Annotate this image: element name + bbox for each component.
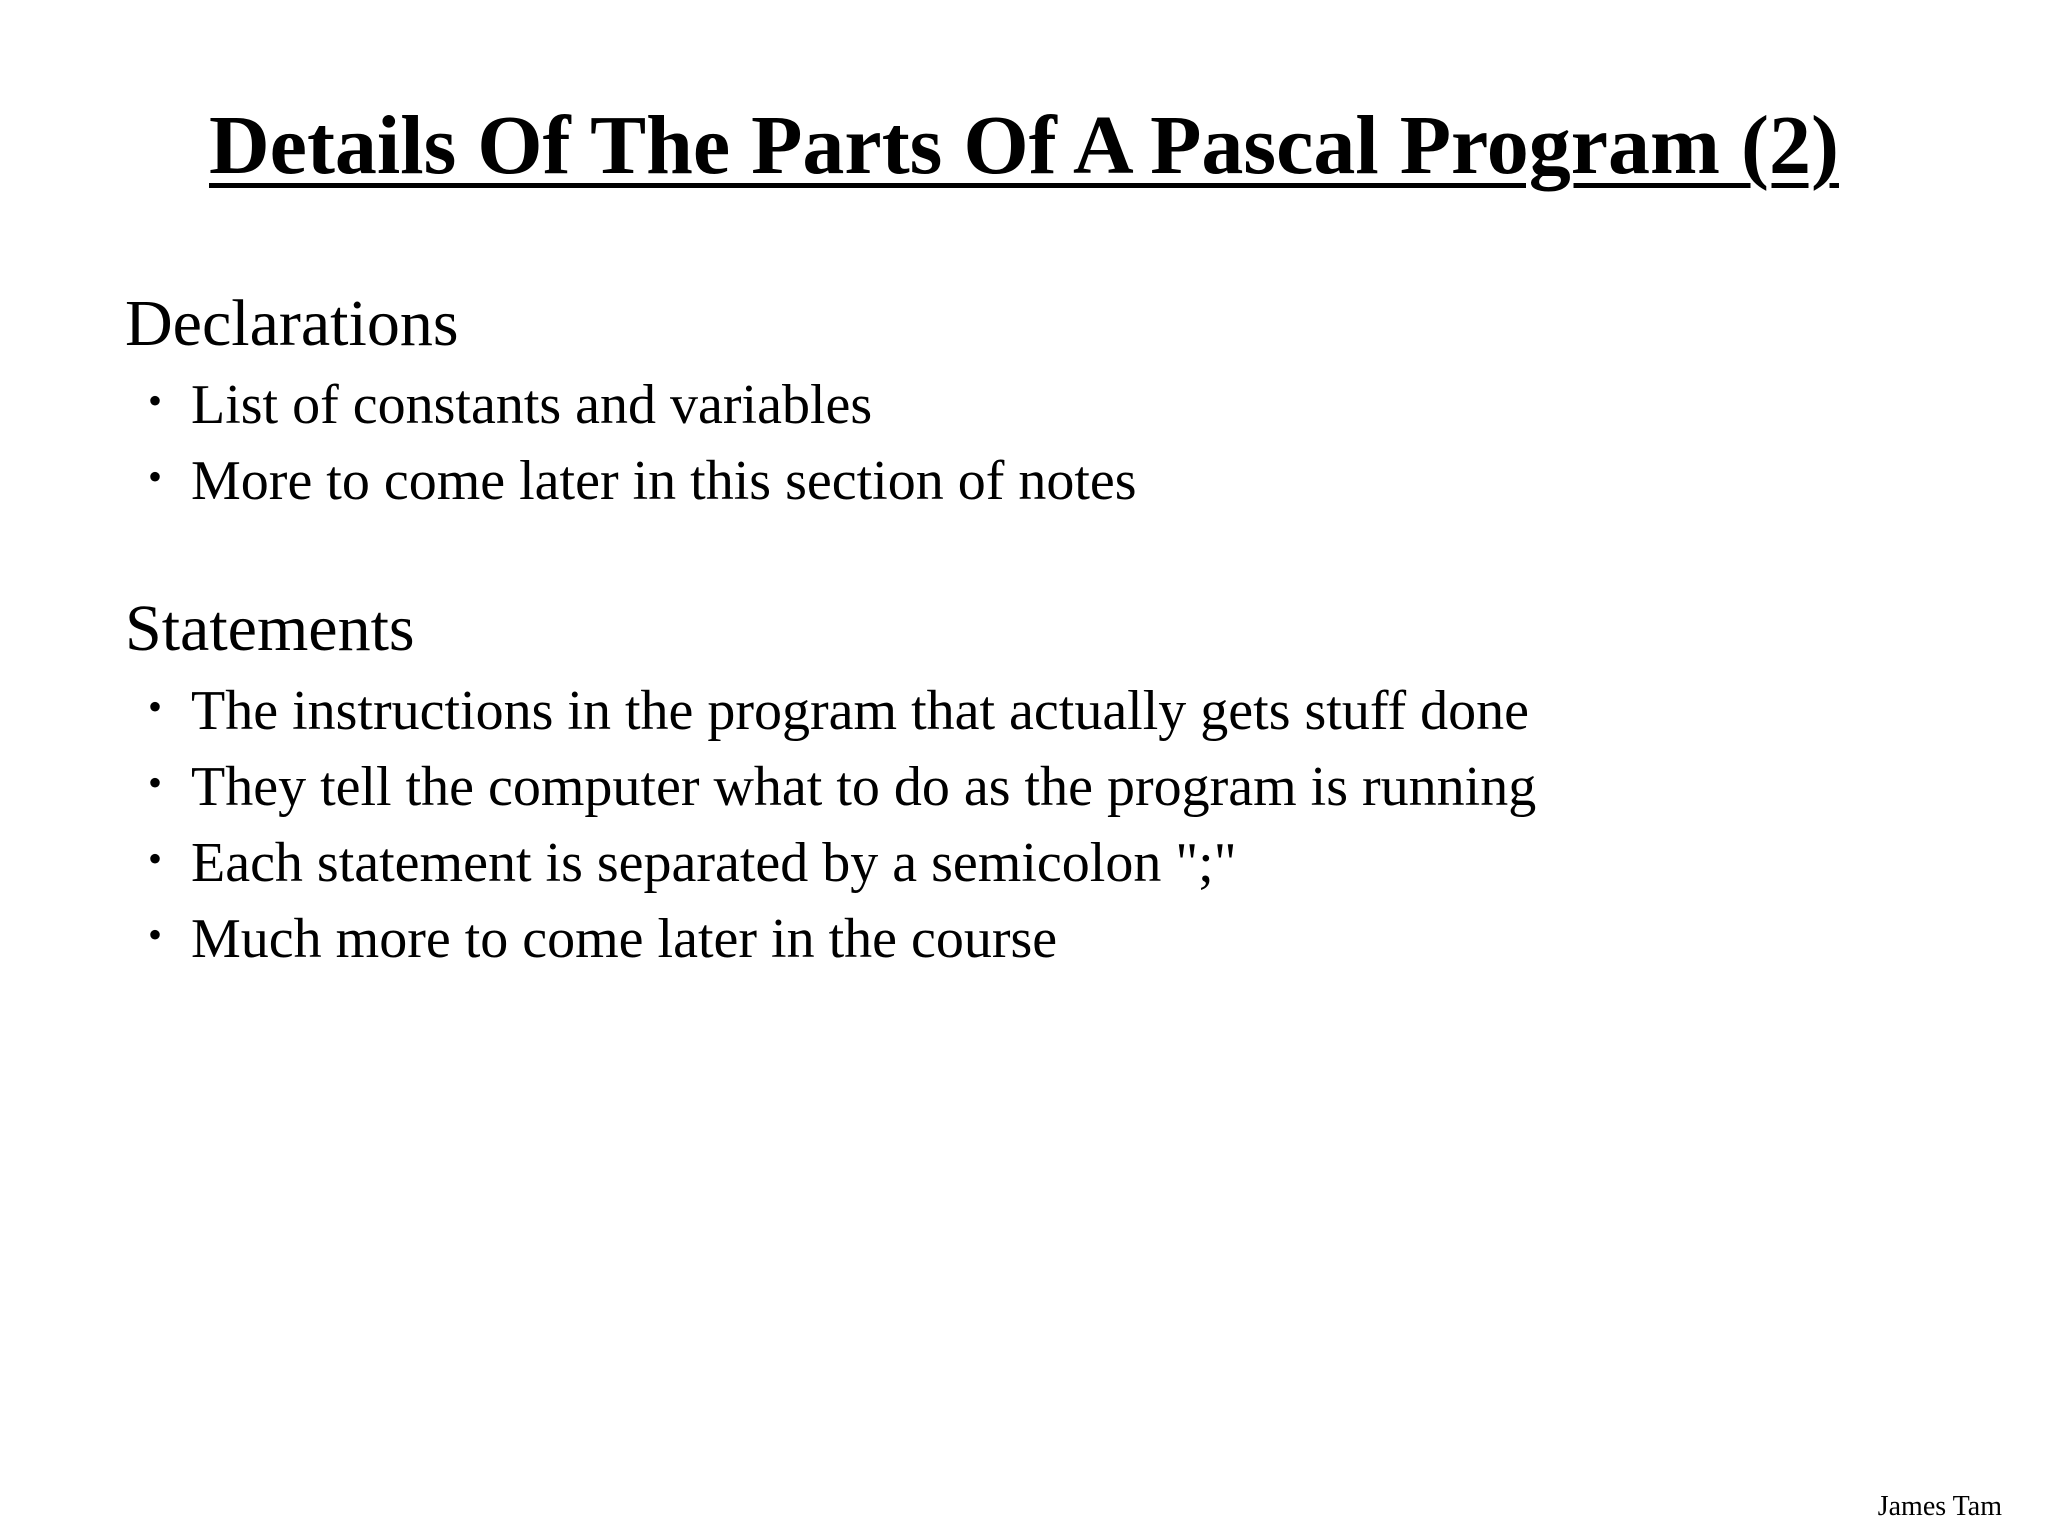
bullet-icon: • bbox=[148, 836, 163, 881]
bullet-text: Much more to come later in the course bbox=[191, 908, 1058, 970]
bullet-icon: • bbox=[148, 760, 163, 805]
section-heading-statements: Statements bbox=[125, 592, 415, 665]
bullet-text: Each statement is separated by a semicolon ";" bbox=[191, 832, 1237, 894]
section-heading-declarations: Declarations bbox=[125, 287, 459, 360]
bullet-text: The instructions in the program that actually gets stuff done bbox=[191, 680, 1529, 742]
slide-title: Details Of The Parts Of A Pascal Program (2) bbox=[209, 99, 1839, 192]
author-footer: James Tam bbox=[1877, 1491, 2002, 1522]
bullet-text: They tell the computer what to do as the program is running bbox=[191, 756, 1537, 818]
bullet-icon: • bbox=[148, 684, 163, 729]
bullet-icon: • bbox=[148, 454, 163, 499]
bullet-text: List of constants and variables bbox=[191, 374, 873, 436]
bullet-icon: • bbox=[148, 912, 163, 957]
bullet-text: More to come later in this section of notes bbox=[191, 450, 1137, 512]
bullet-icon: • bbox=[148, 378, 163, 423]
